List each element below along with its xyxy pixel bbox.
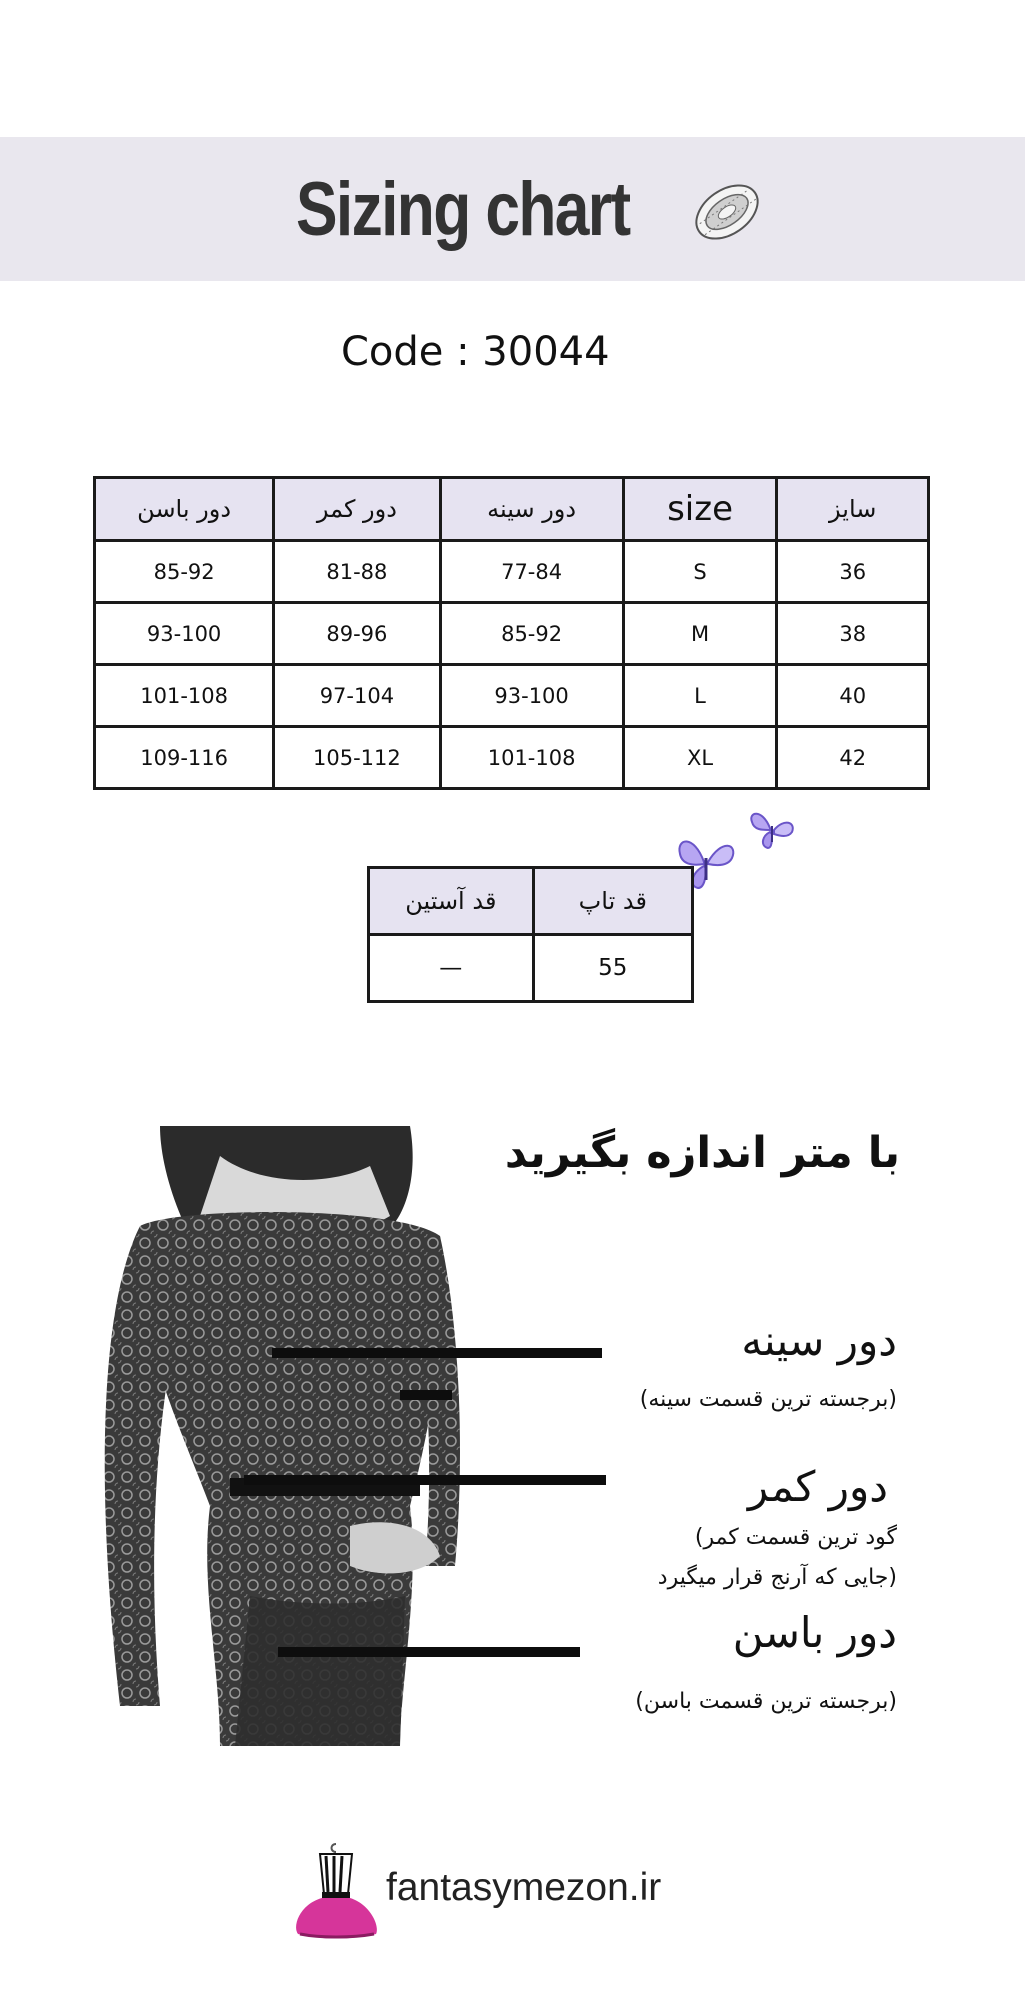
table-row bbox=[95, 665, 929, 727]
waist-note-line-1: (گود ترین قسمت کمر bbox=[694, 1525, 897, 1550]
cell-hip: 101-108 bbox=[95, 665, 274, 727]
page-title: Sizing chart bbox=[296, 167, 630, 252]
header-chest: دور سینه bbox=[440, 478, 623, 541]
cell-waist: 97-104 bbox=[274, 665, 440, 727]
cell-chest: 101-108 bbox=[440, 727, 623, 789]
cell-size-en: XL bbox=[623, 727, 777, 789]
size-table bbox=[93, 476, 930, 790]
hip-note: (برجسته ترین قسمت باسن) bbox=[635, 1689, 897, 1714]
hip-label: دور باسن bbox=[732, 1608, 897, 1657]
header-size-en: size bbox=[623, 478, 777, 541]
chest-label: دور سینه bbox=[741, 1316, 897, 1365]
table-row bbox=[95, 603, 929, 665]
header-waist: دور کمر bbox=[274, 478, 440, 541]
product-code: Code : 30044 bbox=[341, 329, 610, 375]
chest-measure-mark bbox=[400, 1390, 452, 1400]
cell-size-fa: 36 bbox=[777, 541, 929, 603]
size-table-header-row bbox=[95, 478, 929, 541]
cell-size-en: S bbox=[623, 541, 777, 603]
waist-measure-line bbox=[244, 1475, 606, 1485]
butterfly-icon bbox=[748, 804, 796, 852]
cell-waist: 81-88 bbox=[274, 541, 440, 603]
waist-label: دور کمر bbox=[747, 1462, 888, 1511]
cell-size-fa: 40 bbox=[777, 665, 929, 727]
chest-measure-line bbox=[272, 1348, 602, 1358]
cell-hip: 85-92 bbox=[95, 541, 274, 603]
header-sleeve-length: قد آستین bbox=[369, 868, 534, 935]
cell-waist: 89-96 bbox=[274, 603, 440, 665]
length-table-header-row bbox=[369, 868, 693, 935]
site-name: fantasymezon.ir bbox=[386, 1866, 662, 1909]
cell-top-length: 55 bbox=[533, 935, 692, 1002]
cell-size-en: M bbox=[623, 603, 777, 665]
waist-note-line-2: جایی که آرنج قرار میگیرد) bbox=[657, 1565, 897, 1590]
cell-sleeve-length: — bbox=[369, 935, 534, 1002]
header-top-length: قد تاپ bbox=[533, 868, 692, 935]
cell-waist: 105-112 bbox=[274, 727, 440, 789]
measuring-tape-icon bbox=[686, 170, 768, 254]
cell-size-en: L bbox=[623, 665, 777, 727]
cell-chest: 93-100 bbox=[440, 665, 623, 727]
measure-guide-heading: با متر اندازه بگیرید bbox=[504, 1128, 900, 1178]
header-size-fa: سایز bbox=[777, 478, 929, 541]
length-table bbox=[367, 866, 694, 1003]
chest-note: (برجسته ترین قسمت سینه) bbox=[639, 1387, 897, 1412]
cell-chest: 85-92 bbox=[440, 603, 623, 665]
cell-hip: 109-116 bbox=[95, 727, 274, 789]
table-row bbox=[95, 541, 929, 603]
dress-logo-icon bbox=[290, 1842, 382, 1942]
header-hip: دور باسن bbox=[95, 478, 274, 541]
table-row bbox=[95, 727, 929, 789]
cell-hip: 93-100 bbox=[95, 603, 274, 665]
table-row bbox=[369, 935, 693, 1002]
cell-size-fa: 38 bbox=[777, 603, 929, 665]
hip-measure-line bbox=[278, 1647, 580, 1657]
cell-chest: 77-84 bbox=[440, 541, 623, 603]
cell-size-fa: 42 bbox=[777, 727, 929, 789]
